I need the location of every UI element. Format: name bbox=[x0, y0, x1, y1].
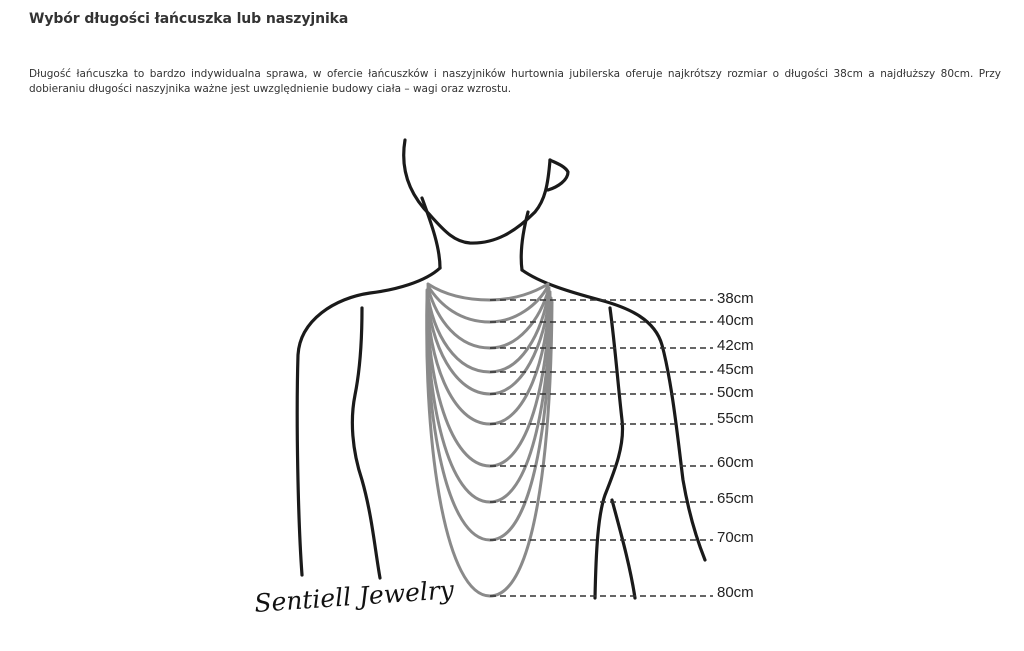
chain-38 bbox=[428, 284, 548, 300]
page-title: Wybór długości łańcuszka lub naszyjnika bbox=[29, 11, 349, 27]
chain-42 bbox=[428, 288, 549, 348]
label-70cm: 70cm bbox=[717, 529, 754, 546]
chains bbox=[427, 284, 552, 596]
label-65cm: 65cm bbox=[717, 490, 754, 507]
length-labels bbox=[717, 290, 754, 601]
right-torso bbox=[595, 308, 623, 598]
label-45cm: 45cm bbox=[717, 361, 754, 378]
label-42cm: 42cm bbox=[717, 337, 754, 354]
label-40cm: 40cm bbox=[717, 312, 754, 329]
label-55cm: 55cm bbox=[717, 410, 754, 427]
left-arm-inner bbox=[352, 308, 380, 578]
label-80cm: 80cm bbox=[717, 584, 754, 601]
brand-logo: Sentiell Jewelry bbox=[253, 575, 455, 618]
chain-65 bbox=[427, 298, 551, 502]
label-60cm: 60cm bbox=[717, 454, 754, 471]
intro-paragraph: Długość łańcuszka to bardzo indywidualna sprawa, w ofercie łańcuszków i naszyjników hurtownia jubilerska oferuje najkrótszy rozmiar o długości 38cm a najdłuższy 80cm. Przy dobieraniu długości naszyjnika ważne jest uwzględnienie budowy ciała – wagi oraz wzrostu. bbox=[29, 68, 1001, 95]
label-50cm: 50cm bbox=[717, 384, 754, 401]
label-38cm: 38cm bbox=[717, 290, 754, 307]
left-shoulder bbox=[297, 268, 440, 575]
neck-right bbox=[521, 212, 528, 270]
jaw-line bbox=[404, 140, 550, 243]
neck-left bbox=[422, 198, 440, 268]
right-arm-inner bbox=[612, 500, 635, 598]
